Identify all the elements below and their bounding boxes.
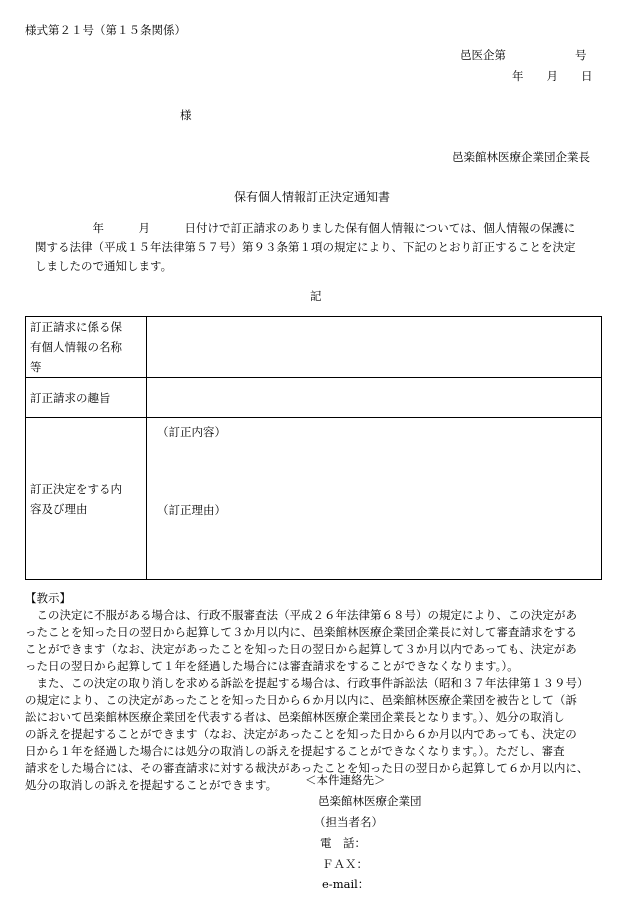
- label-target-info-line-2: 有個人情報の名称: [30, 340, 122, 354]
- label-decision-line-1: 訂正決定をする内: [30, 481, 122, 496]
- contact-heading: ＜本件連絡先＞: [305, 773, 386, 787]
- correction-reason-label: （訂正理由）: [157, 503, 226, 517]
- notice-line: また、この決定の取り消しを求める訴訟を提起する場合は、行政事件訴訟法（昭和３７年法律第１３９号）: [25, 676, 589, 690]
- issue-date: 年 月 日: [512, 69, 593, 83]
- notice-line: ことができます（なお、決定があったことを知った日の翌日から起算して３か月以内であっても、決定があ: [25, 642, 577, 656]
- notice-line: 処分の取消しの訴えを提起することができます。: [25, 778, 278, 792]
- cell-target-info: [147, 317, 602, 378]
- notice-line: 訟において邑楽館林医療企業団を代表する者は、邑楽館林医療企業団企業長となります。）、処分の取消し: [25, 710, 565, 724]
- body-line-3: しましたので通知します。: [35, 259, 173, 273]
- cell-request-purpose: [147, 378, 602, 418]
- notice-line: の訴えを提起することができます（なお、決定があったことを知った日から６か月以内であっても、決定の: [25, 727, 577, 741]
- label-target-info-line-1: 訂正請求に係る保: [30, 320, 122, 334]
- notice-line: 日から１年を経過した場合には処分の取消しの訴えを提起することができなくなります。）。ただし、審査: [25, 744, 565, 758]
- appeal-notice: [25, 590, 615, 794]
- contact-organization: 邑楽館林医療企業団: [318, 794, 422, 808]
- label-decision-line-2: 容及び理由: [30, 501, 88, 516]
- body-line-2: 関する法律（平成１５年法律第５７号）第９３条第１項の規定により、下記のとおり訂正することを決定: [35, 240, 576, 254]
- document-title: 保有個人情報訂正決定通知書: [234, 190, 391, 204]
- document-number: 邑医企第 号: [460, 48, 587, 62]
- contact-person: （担当者名）: [314, 815, 383, 829]
- notice-line: 請求をした場合には、その審査請求に対する裁決があったことを知った日の翌日から起算して６か月以内に、: [25, 761, 589, 775]
- contact-fax: ＦＡＸ：: [322, 857, 368, 871]
- contact-email: e-mail：: [322, 877, 370, 891]
- cell-decision: [147, 418, 602, 580]
- notice-line: った日の翌日から起算して１年を経過した場合には審査請求をすることができなくなります。）。: [25, 659, 519, 673]
- label-target-info: [26, 317, 147, 378]
- notice-line: この決定に不服がある場合は、行政不服審査法（平成２６年法律第６８号）の規定により、この決定があ: [25, 608, 577, 622]
- contact-phone: 電 話：: [320, 836, 366, 850]
- decision-table: [25, 316, 602, 580]
- label-request-purpose: 訂正請求の趣旨: [26, 378, 147, 418]
- notice-line: の規定により、この決定があったことを知った日から６か月以内に、邑楽館林医療企業団を被告として（訴: [25, 693, 577, 707]
- sender-name: 邑楽館林医療企業団企業長: [452, 150, 590, 164]
- table-row-request-purpose: [26, 378, 602, 418]
- notice-heading: 【教示】: [25, 591, 71, 605]
- label-target-info-line-3: 等: [30, 360, 42, 374]
- label-decision: [26, 418, 147, 580]
- table-row-decision: [26, 418, 602, 580]
- body-line-1: 年 月 日付けで訂正請求のありました保有個人情報については、個人情報の保護に: [35, 221, 576, 235]
- correction-content-label: （訂正内容）: [157, 425, 226, 439]
- table-row-target-info: [26, 317, 602, 378]
- form-number: 様式第２１号（第１５条関係）: [25, 23, 186, 37]
- notice-line: ったことを知った日の翌日から起算して３か月以内に、邑楽館林医療企業団企業長に対して審査請求をする: [25, 625, 577, 639]
- addressee: 様: [180, 108, 192, 122]
- ki-mark: 記: [310, 289, 322, 303]
